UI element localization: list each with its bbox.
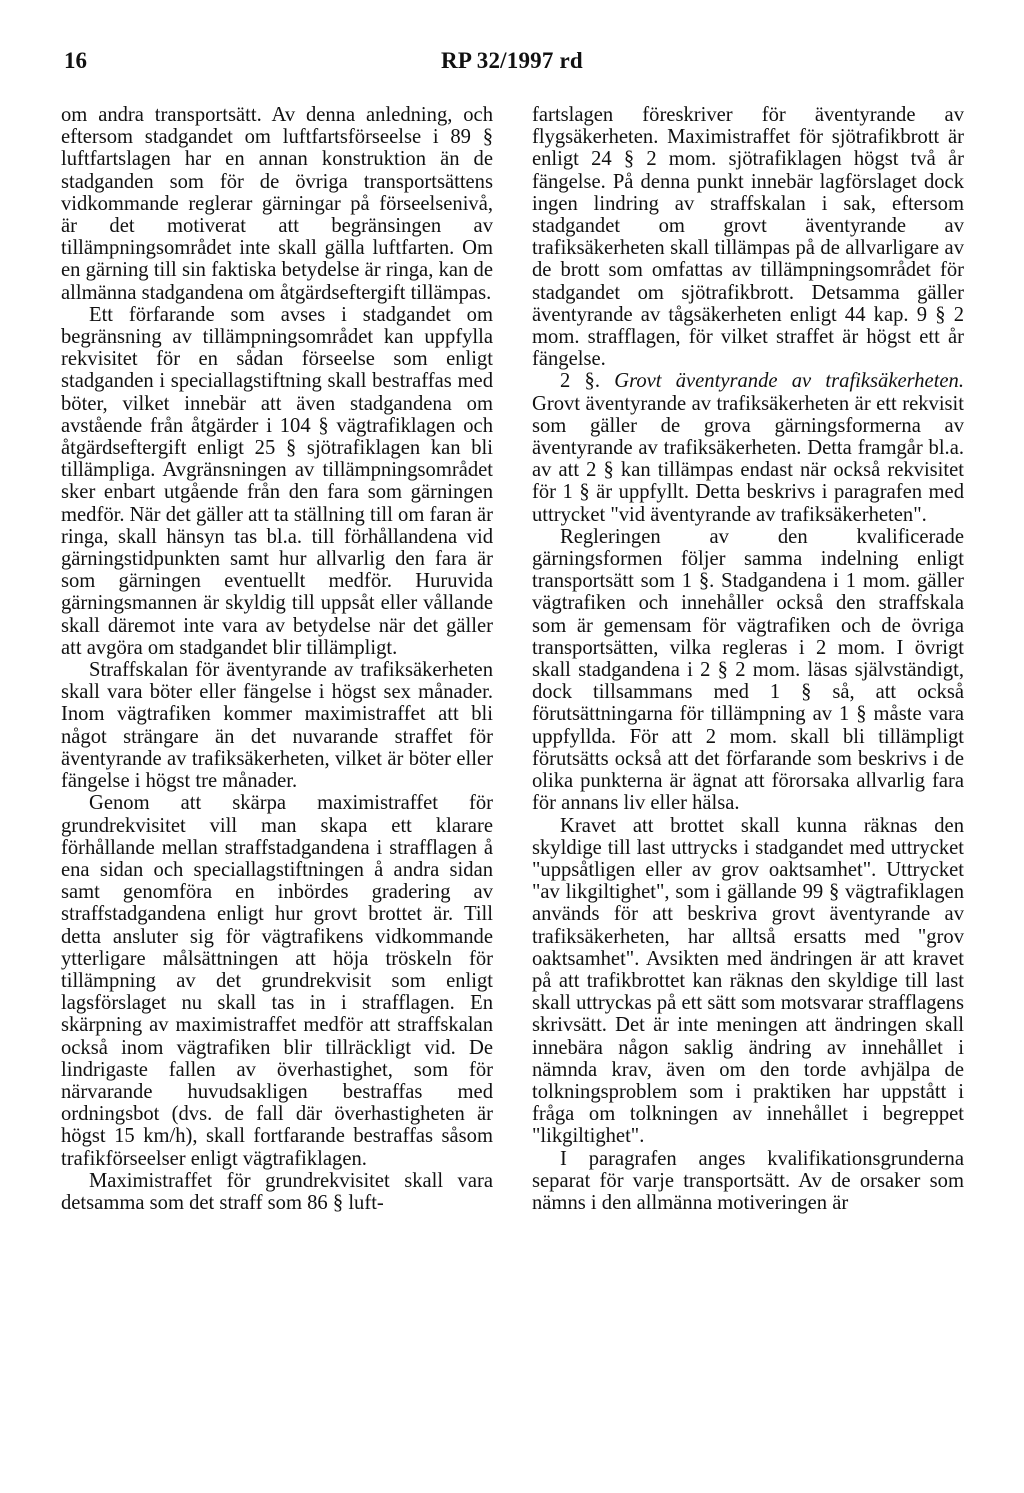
page-header (64, 48, 960, 80)
paragraph: Genom att skärpa maximistraffet för grundrekvisitet vill man skapa ett klarare förhållande mellan straffstadgandena i strafflagen å ena sidan och speciallagstiftningen å andra sidan samt genomföra en inbördes gradering av straffstadgandena enligt hur grovt brottet är. Till detta ansluter sig för vägtrafikens vidkommande ytterligare målsättningen att höja tröskeln för tillämpning av det grundrekvisit som enligt lagsförslaget nu skall tas in i strafflagen. En skärpning av maximistraffet medför att straffskalan också inom vägtrafiken blir tillräckligt vid. De lindrigaste fallen av överhastighet, som för närvarande huvudsakligen bestraffas med ordningsbot (dvs. de fall där överhastigheten är högst 15 km/h), skall fortfarande bestraffas såsom trafikförseelser enligt vägtrafiklagen. (61, 792, 493, 1170)
paragraph: om andra transportsätt. Av denna anledning, och eftersom stadgandet om luftfartsförseelse i 89 § luftfartslagen har en annan konstruktion än de stadganden som för de övriga transportsättens vidkommande reglerar gärningar på förseelsenivå, är det motiverat att begränsingen av tillämpningsområdet inte skall gälla luftfarten. Om en gärning till sin faktiska betydelse är ringa, kan de allmänna stadgandena om åtgärdseftergift tillämpas. (61, 104, 493, 304)
paragraph: Straffskalan för äventyrande av trafiksäkerheten skall vara böter eller fängelse i högst sex månader. Inom vägtrafiken kommer maximistraffet att bli något strängare än det nuvarande straffet för äventyrande av trafiksäkerheten, vilket är böter eller fängelse i högst tre månader. (61, 659, 493, 793)
section-paragraph (532, 370, 964, 525)
paragraph: Regleringen av den kvalificerade gärningsformen följer samma indelning enligt transportsätt som 1 §. Stadgandena i 1 mom. gäller vägtrafiken och innehåller också den straffskala som är gemensam för vägtrafiken och de övriga transportsätten, vilka regleras i 2 mom. I övrigt skall stadgandena i 2 § 2 mom. läsas självständigt, dock tillsammans med 1 § så, att också förutsättningarna för tillämpning av 1 § måste vara uppfyllda. För att 2 mom. skall bli tillämpligt förutsätts också att det förfarande som beskrivs i de olika punkterna är ägnat att förorsaka allvarlig fara för annans liv eller hälsa. (532, 525, 964, 815)
left-column (61, 104, 493, 1214)
section-number: 2 §. (560, 370, 600, 393)
paragraph: Maximistraffet för grundrekvisitet skall vara detsamma som det straff som 86 § luft- (61, 1169, 493, 1214)
paragraph: I paragrafen anges kvalifikationsgrunderna separat för varje transportsätt. Av de orsaker som nämns i den allmänna motiveringen är (532, 1147, 964, 1214)
section-heading: Grovt äventyrande av trafiksäkerheten. (614, 370, 965, 393)
right-column (532, 104, 964, 1214)
document-reference: RP 32/1997 rd (441, 48, 583, 73)
page-number: 16 (64, 48, 87, 73)
section-text: Grovt äventyrande av trafiksäkerheten är ett rekvisit som gäller de grova gärningsformerna av äventyrande av trafiksäkerheten. Detta framgår bl.a. av att 2 § kan tillämpas endast när också rekvisitet för 1 § är uppfyllt. Detta beskrivs i paragrafen med uttrycket "vid äventyrande av trafiksäkerheten". (532, 392, 964, 526)
paragraph: Ett förfarande som avses i stadgandet om begränsning av tillämpningsområdet kan uppfylla rekvisitet för en sådan förseelse som enligt stadganden i speciallagstiftning skall bestraffas med böter, vilket innebär att även stadgandena om avstående från åtgärder i 104 § vägtrafiklagen och åtgärdseftergift enligt 25 § sjötrafiklagen kan bli tillämpliga. Avgränsningen av tillämpningsområdet sker enbart utgående från den fara som gärningen medför. När det gäller att ta ställning till om faran är ringa, skall hänsyn tas bl.a. till förhållandena vid gärningstidpunkten samt hur allvarlig den fara är som gärningen eventuellt medför. Huruvida gärningsmannen är skyldig till uppsåt eller vållande skall däremot inte vara av betydelse när det gäller att avgöra om stadgandet blir tillämpligt. (61, 303, 493, 659)
paragraph: Kravet att brottet skall kunna räknas den skyldige till last uttrycks i stadgandet med uttrycket "uppsåtligen eller av grov oaktsamhet". Uttrycket "av likgiltighet", som i gällande 99 § vägtrafiklagen används för att beskriva grovt äventyrande av trafiksäkerheten, har alltså ersatts med "grov oaktsamhet". Avsikten med ändringen är att kravet på att trafikbrottet kan räknas den skyldige till last skall uttryckas på ett sätt som motsvarar strafflagens skrivsätt. Det är inte meningen att ändringen skall innebära någon saklig ändring av innehållet i nämnda krav, även om den torde avhjälpa de tolkningsproblem som i praktiken har uppstått i fråga om tolkningen av innehållet i begreppet "likgiltighet". (532, 814, 964, 1148)
paragraph: fartslagen föreskriver för äventyrande av flygsäkerheten. Maximistraffet för sjötrafikbrott är enligt 24 § 2 mom. sjötrafiklagen högst två år fängelse. På denna punkt innebär lagförslaget dock ingen lindring av straffskalan i sak, eftersom stadgandet om grovt äventyrande av trafiksäkerheten skall tillämpas på de allvarligare av de brott som omfattas av tillämpningsområdet för stadgandet om sjötrafikbrott. Detsamma gäller äventyrande av tågsäkerheten enligt 44 kap. 9 § 2 mom. strafflagen, för vilket straffet är högst ett år fängelse. (532, 104, 964, 371)
